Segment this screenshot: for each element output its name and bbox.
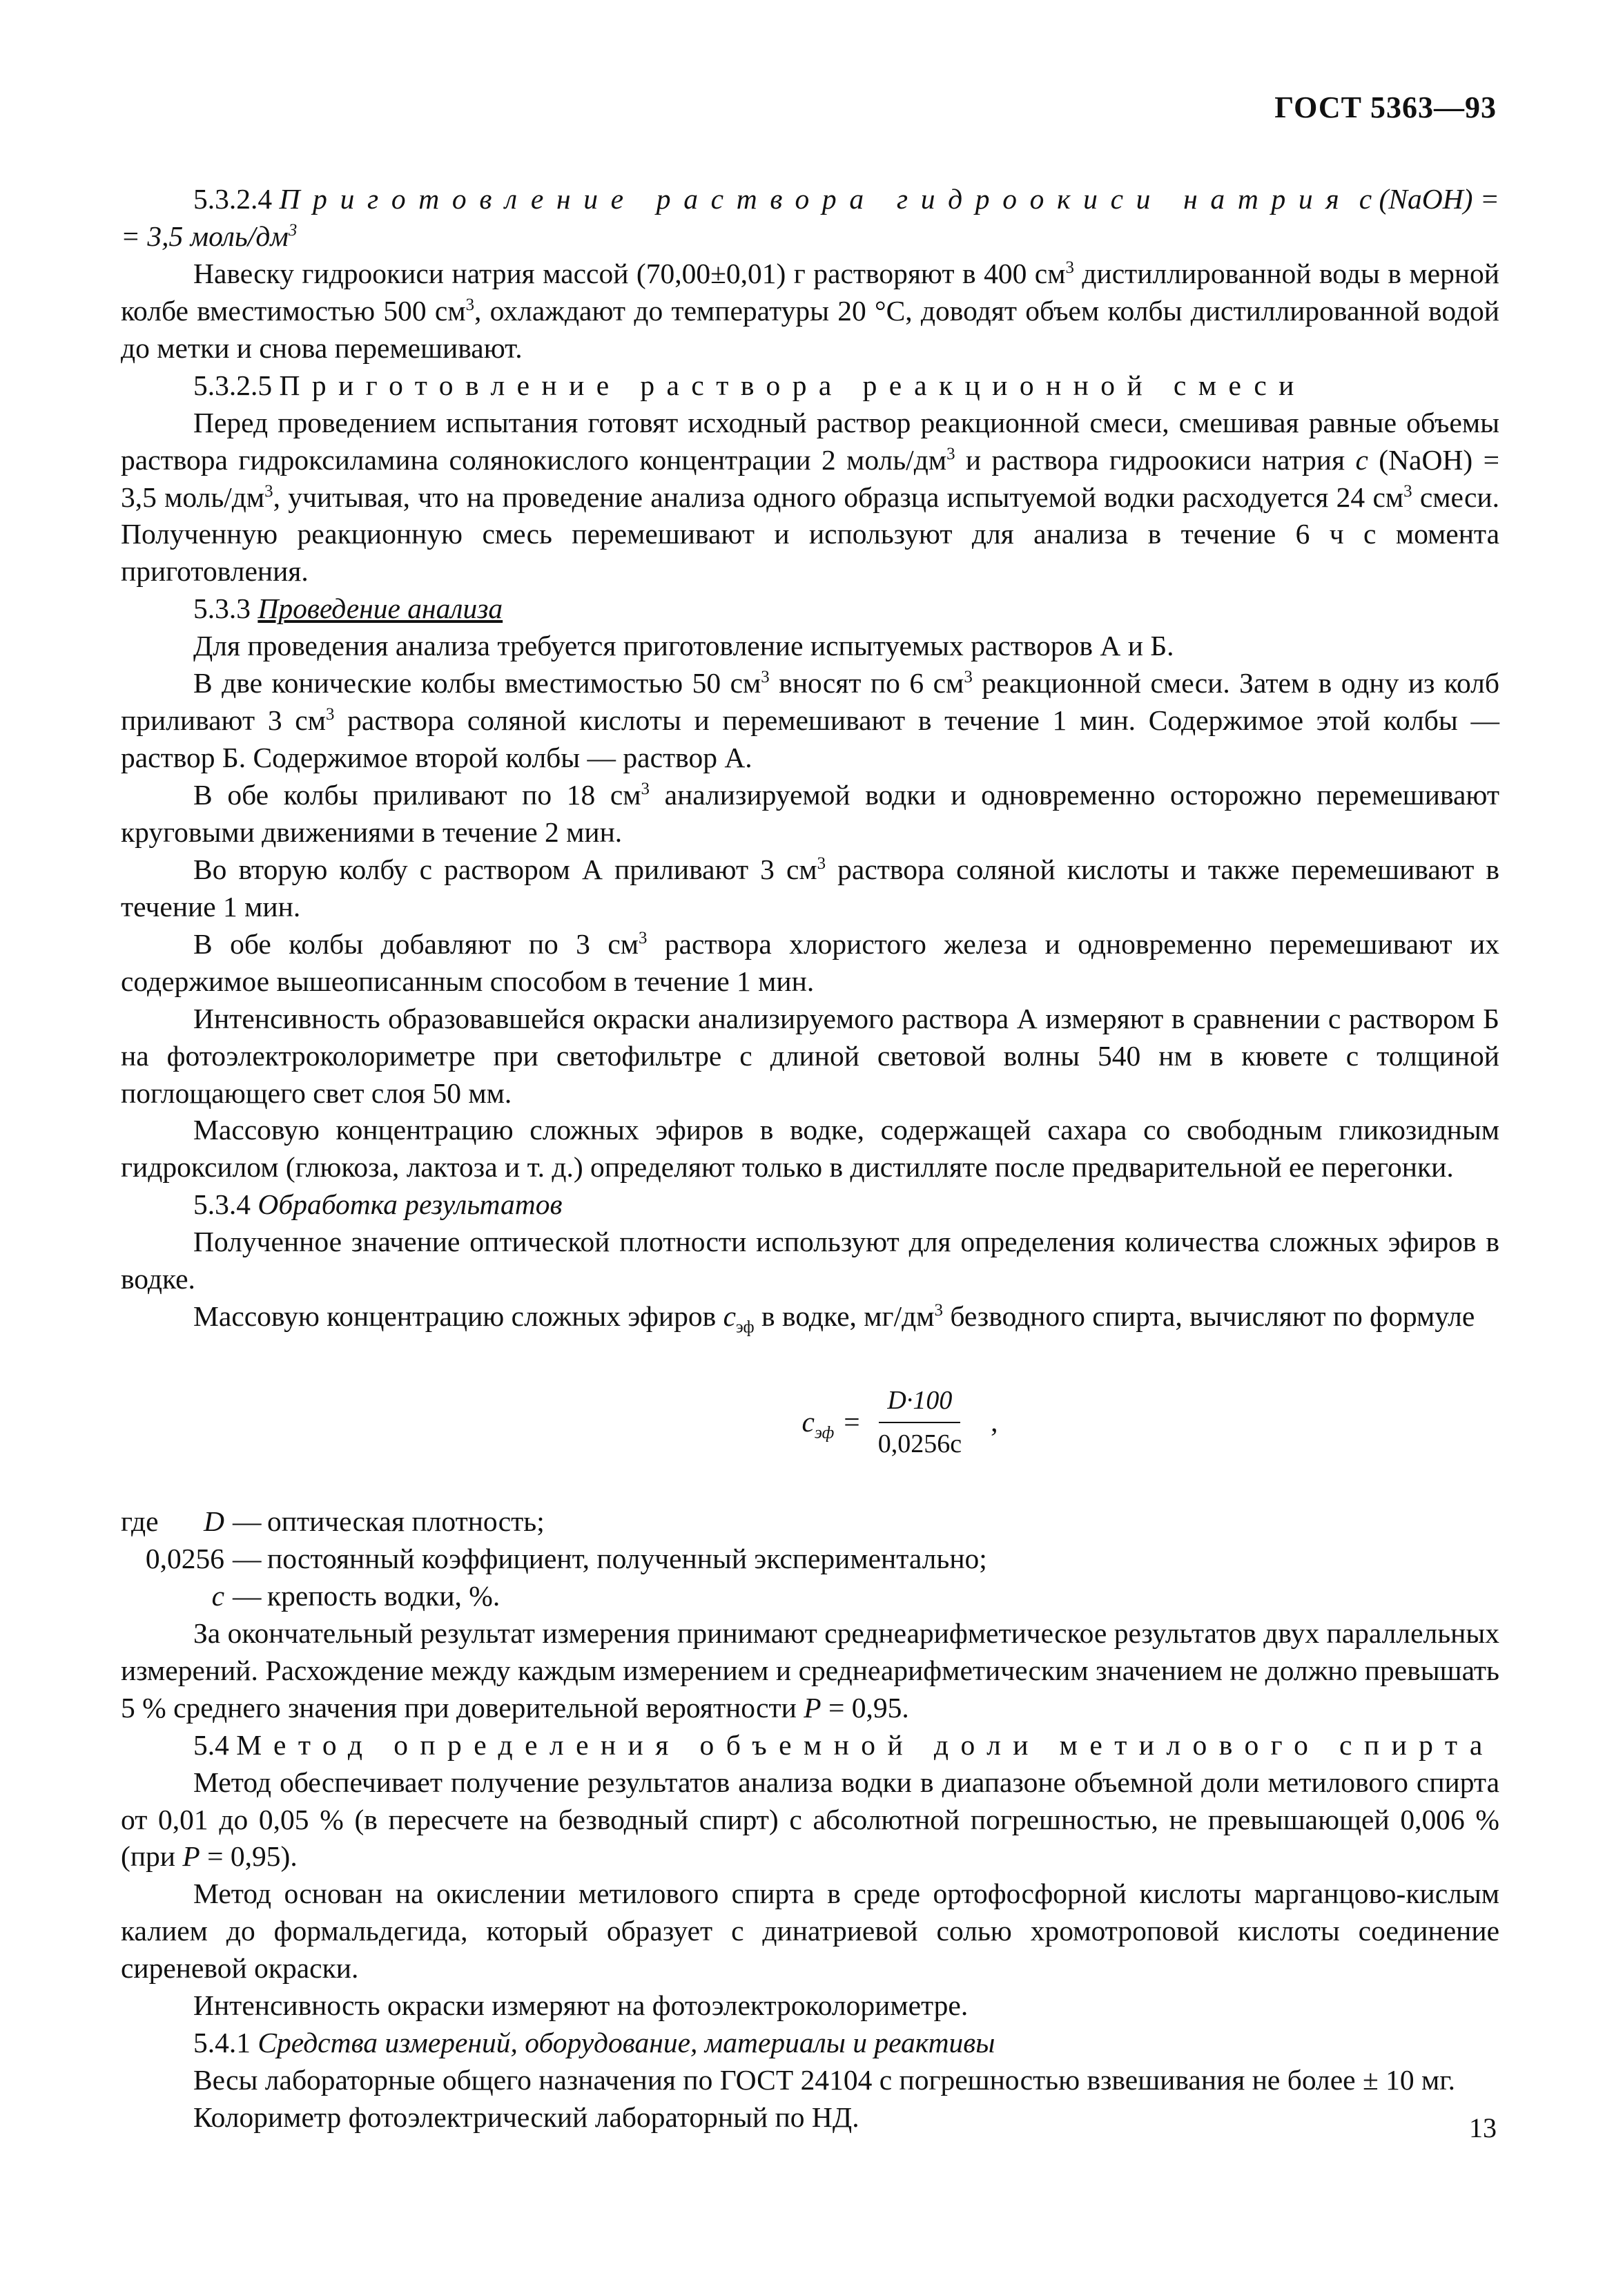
legend-text: оптическая плотность; <box>267 1505 545 1537</box>
section-number: 5.4.1 <box>193 2027 251 2059</box>
paragraph: Колориметр фотоэлектрический лабораторный по НД. <box>193 2101 859 2134</box>
legend-text: крепость водки, %. <box>267 1579 500 1612</box>
legend-row <box>121 1578 1499 1615</box>
section-title: Обработка результатов <box>257 1188 563 1221</box>
superscript: 3 <box>288 221 298 240</box>
superscript: 3 <box>641 780 650 799</box>
text-span: Массовую концентрацию сложных эфиров <box>193 1300 723 1333</box>
formula-trailing-comma: , <box>991 1406 998 1438</box>
paragraph <box>121 255 1499 367</box>
paragraph: Весы лабораторные общего назначения по ГОСТ 24104 с погрешностью взвешивания не более ± 10 мг. <box>193 2064 1455 2096</box>
formula-numerator: D·100 <box>879 1384 960 1423</box>
legend-text: постоянный коэффициент, полученный экспериментально; <box>267 1542 987 1574</box>
symbol-c: с <box>1355 443 1368 476</box>
superscript: 3 <box>761 668 770 687</box>
text-span: Во вторую колбу с раствором А приливают 3 см <box>193 853 817 885</box>
legend-symbol: D <box>204 1505 224 1537</box>
legend-row <box>121 1541 1499 1578</box>
document-header: ГОСТ 5363—93 <box>1274 90 1497 124</box>
symbol-p: Р <box>804 1691 821 1724</box>
formula-subscript: эф <box>814 1423 835 1443</box>
paragraph <box>121 777 1499 851</box>
formula-lhs <box>802 1404 835 1441</box>
text-span: дистиллированной воды в мерной колбе вместимостью 500 см <box>121 257 1499 327</box>
paragraph <box>121 851 1499 926</box>
text-span: Метод обеспечивает получение результатов анализа водки в диапазоне объемной доли метилового спирта от 0,01 до 0,05 % (в пересчете на безводный спирт) с абсолютной погрешностью, не превышающей 0,006 % (при <box>121 1766 1499 1873</box>
text-span: раствора хлористого железа и одновременно перемешивают их содержимое вышеописанным способом в течение 1 мин. <box>121 927 1499 997</box>
text-span: анализируемой водки и одновременно осторожно перемешивают круговыми движениями в течение 2 мин. <box>121 779 1499 848</box>
text-span: = 0,95. <box>821 1691 909 1724</box>
superscript: 3 <box>817 854 826 874</box>
legend-definitions <box>121 1503 1499 1615</box>
superscript: 3 <box>264 481 273 501</box>
text-span: раствора соляной кислоты и также перемешивают в течение 1 мин. <box>121 853 1499 923</box>
legend-symbol: 0,0256 <box>145 1542 224 1574</box>
symbol-c: с <box>723 1300 736 1333</box>
section-title: Средства измерений, оборудование, материалы и реактивы <box>257 2027 995 2059</box>
superscript: 3 <box>946 444 955 463</box>
text-span: , охлаждают до температуры 20 °С, доводят объем колбы дистиллированной водой до метки и снова перемешивают. <box>121 294 1499 364</box>
section-number: 5.3.2.5 <box>193 369 273 401</box>
superscript: 3 <box>1403 481 1412 501</box>
text-span: В обе колбы добавляют по 3 см <box>193 927 639 960</box>
paragraph: Массовую концентрацию сложных эфиров в водке, содержащей сахара со свободным гликозидным гидроксилом (глюкоза, лактоза и т. д.) определяют только в дистилляте после предварительной ее перегонки. <box>121 1114 1499 1184</box>
superscript: 3 <box>1065 258 1074 278</box>
section-number: 5.3.4 <box>193 1188 251 1221</box>
section-5-3-4-heading <box>121 1186 1499 1224</box>
document-body <box>121 181 1499 2136</box>
formula-fraction <box>870 1384 970 1462</box>
text-span: В обе колбы приливают по 18 см <box>193 779 641 811</box>
paragraph <box>121 926 1499 1001</box>
text-span: За окончательный результат измерения принимают среднеарифметическое результатов двух параллельных измерений. Расхождение между каждым измерением и среднеарифметическим значением не должно превышать 5 % среднего значения при доверительной вероятности <box>121 1617 1499 1724</box>
text-span: (NaOH) = 3,5 моль/дм <box>121 443 1500 513</box>
paragraph: Метод основан на окислении метилового спирта в среде ортофосфорной кислоты марганцово-кислым калием до формальдегида, который образует с динатриевой солью хромотроповой кислоты соединение сиреневой окраски. <box>121 1878 1499 1985</box>
formula <box>121 1384 1499 1462</box>
legend-dash: — <box>233 1505 262 1537</box>
text-span: безводного спирта, вычисляют по формуле <box>942 1300 1475 1333</box>
paragraph: Интенсивность образовавшейся окраски анализируемого раствора А измеряют в сравнении с раствором Б на фотоэлектроколориметре при светофильтре с длиной световой волны 540 нм в кювете с толщиной поглощающего свет слоя 50 мм. <box>121 1002 1499 1109</box>
superscript: 3 <box>639 928 648 947</box>
legend-dash: — <box>233 1579 262 1612</box>
text-span: Навеску гидроокиси натрия массой (70,00±0,01) г растворяют в 400 см <box>193 257 1066 289</box>
section-5-3-2-5-heading <box>121 367 1499 405</box>
section-5-4-heading <box>121 1727 1499 1764</box>
paragraph <box>121 1298 1499 1335</box>
text-span: , учитывая, что на проведение анализа одного образца испытуемой водки расходуется 24 см <box>273 481 1404 513</box>
paragraph: Для проведения анализа требуется приготовление испытуемых растворов А и Б. <box>193 630 1174 662</box>
section-number: 5.4 <box>193 1728 229 1761</box>
formula-equals: = <box>844 1406 860 1438</box>
section-formula: c (NaOH) = <box>1359 183 1499 215</box>
superscript: 3 <box>934 1301 943 1320</box>
text-span: раствора соляной кислоты и перемешивают в течение 1 мин. Содержимое этой колбы — раствор Б. Содержимое второй колбы — раствор А. <box>121 704 1500 774</box>
section-5-3-3-heading <box>121 590 1499 628</box>
subscript: эф <box>735 1318 755 1337</box>
text-span: и раствора гидроокиси натрия <box>955 443 1356 476</box>
section-5-3-2-4-heading <box>121 181 1499 218</box>
paragraph <box>121 1764 1499 1876</box>
section-title: Метод определения объемной доли метилового спирта <box>236 1728 1495 1761</box>
section-title: Проведение анализа <box>257 592 503 625</box>
section-5-4-1-heading <box>121 2025 1499 2062</box>
paragraph <box>121 1615 1499 1727</box>
text-span: смеси. Полученную реакционную смесь перемешивают и используют для анализа в течение 6 ч с момента приготовления. <box>121 481 1500 588</box>
section-title: Приготовление раствора гидроокиси натрия <box>279 183 1352 215</box>
formula-symbol: c <box>801 1406 815 1438</box>
text-span: В две конические колбы вместимостью 50 см <box>193 667 761 700</box>
legend-symbol: c <box>211 1579 224 1612</box>
page-number: 13 <box>1469 2112 1497 2143</box>
paragraph: Полученное значение оптической плотности используют для определения количества сложных эфиров в водке. <box>121 1226 1499 1295</box>
text-span: = 0,95). <box>200 1840 298 1873</box>
text-span: Перед проведением испытания готовят исходный раствор реакционной смеси, смешивая равные объемы раствора гидроксиламина солянокислого концентрации 2 моль/дм <box>121 406 1499 476</box>
superscript: 3 <box>326 705 335 724</box>
section-5-3-2-4-heading-cont <box>121 218 1499 255</box>
paragraph <box>121 665 1499 777</box>
legend-label: где <box>121 1505 159 1537</box>
legend-row <box>121 1503 1499 1541</box>
text-span: вносят по 6 см <box>769 667 964 700</box>
section-title: Приготовление раствора реакционной смеси <box>279 369 1306 401</box>
superscript: 3 <box>465 295 475 314</box>
section-number: 5.3.3 <box>193 592 251 625</box>
text-span: в водке, мг/дм <box>754 1300 935 1333</box>
superscript: 3 <box>964 668 973 687</box>
paragraph <box>121 405 1499 591</box>
section-number: 5.3.2.4 <box>193 183 273 215</box>
symbol-p: Р <box>182 1840 200 1873</box>
section-formula-cont: = 3,5 моль/дм <box>121 220 289 252</box>
legend-dash: — <box>233 1542 262 1574</box>
formula-denominator: 0,0256c <box>877 1429 962 1459</box>
text-span: реакционной смеси. Затем в одну из колб приливают 3 см <box>121 667 1499 737</box>
paragraph: Интенсивность окраски измеряют на фотоэлектроколориметре. <box>193 1989 969 2022</box>
